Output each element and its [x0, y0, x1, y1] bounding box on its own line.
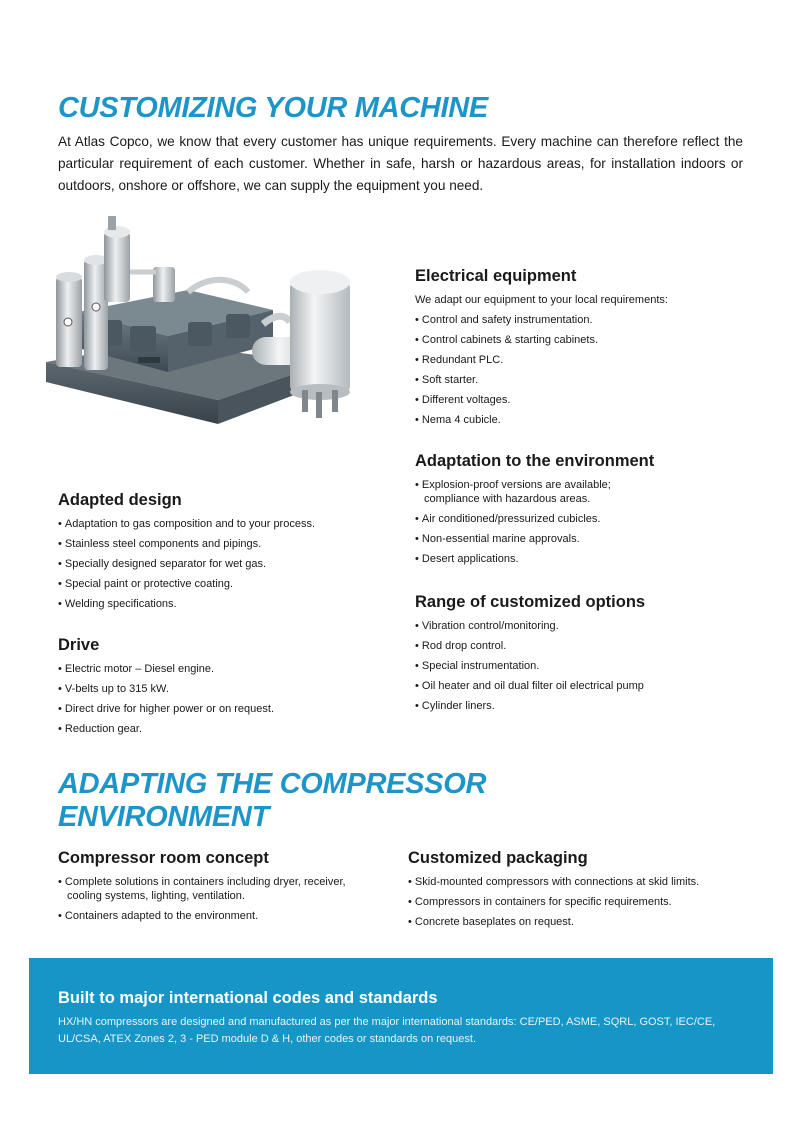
list-item: • Cylinder liners. — [415, 699, 755, 713]
bullet-list — [58, 662, 378, 736]
standards-banner — [29, 958, 773, 1074]
list-item: • Different voltages. — [415, 393, 745, 407]
list-item: • Containers adapted to the environment. — [58, 909, 368, 923]
page-title: CUSTOMIZING YOUR MACHINE — [58, 92, 488, 124]
list-item: • Air conditioned/pressurized cubicles. — [415, 512, 655, 526]
bullet-list — [408, 875, 748, 929]
list-item: • Rod drop control. — [415, 639, 755, 653]
bullet-list — [58, 517, 378, 611]
banner-title: Built to major international codes and standards — [58, 989, 438, 1007]
list-item: • Special paint or protective coating. — [58, 577, 378, 591]
list-item: • Soft starter. — [415, 373, 745, 387]
bullet-list — [415, 619, 755, 713]
list-item: • Compressors in containers for specific requirements. — [408, 895, 748, 909]
drive-section — [58, 635, 378, 742]
list-item: • Welding specifications. — [58, 597, 378, 611]
list-item: • Desert applications. — [415, 552, 655, 566]
section-title: Adapted design — [58, 491, 182, 509]
electrical-section — [415, 266, 745, 433]
bullet-list — [415, 478, 655, 566]
room-concept-section — [58, 848, 368, 929]
packaging-section — [408, 848, 748, 935]
list-item: • Control cabinets & starting cabinets. — [415, 333, 745, 347]
heading-line-2: ENVIRONMENT — [58, 801, 269, 833]
section-heading — [58, 768, 658, 834]
list-item: • Special instrumentation. — [415, 659, 755, 673]
bullet-list — [415, 313, 745, 427]
list-item: • Direct drive for higher power or on request. — [58, 702, 378, 716]
list-item: • Specially designed separator for wet gas. — [58, 557, 378, 571]
section-title: Drive — [58, 636, 100, 654]
list-item: • Stainless steel components and pipings. — [58, 537, 378, 551]
section-title: Adaptation to the environment — [415, 452, 655, 470]
list-item: • Non-essential marine approvals. — [415, 532, 655, 546]
bullet-list — [58, 875, 368, 923]
list-item: • Adaptation to gas composition and to your process. — [58, 517, 378, 531]
list-item: • Explosion-proof versions are available; compliance with hazardous areas. — [415, 478, 655, 506]
list-item: • Vibration control/monitoring. — [415, 619, 755, 633]
section-title: Range of customized options — [415, 593, 646, 611]
environment-section — [415, 451, 655, 572]
list-item: • Skid-mounted compressors with connections at skid limits. — [408, 875, 748, 889]
list-item: • Concrete baseplates on request. — [408, 915, 748, 929]
list-item: • Nema 4 cubicle. — [415, 413, 745, 427]
banner-text: HX/HN compressors are designed and manufactured as per the major international standards: CE/PED, ASME, SQRL, GOST, IEC/CE, UL/CSA, ATEX Zones 2, 3 - PED module D & H, other codes or standards on request. — [58, 1016, 716, 1045]
list-item: • Reduction gear. — [58, 722, 378, 736]
list-item: • Electric motor – Diesel engine. — [58, 662, 378, 676]
intro-paragraph: At Atlas Copco, we know that every customer has unique requirements. Every machine can therefore reflect the particular requirement of each customer. Whether in safe, harsh or hazardous areas, for installation indoors or outdoors, onshore or offshore, we can supply the equipment you need. — [58, 134, 743, 193]
compressor-image — [38, 212, 370, 462]
list-item: • Oil heater and oil dual filter oil electrical pump — [415, 679, 755, 693]
range-section — [415, 592, 755, 719]
adapted-design-section — [58, 490, 378, 617]
heading-line-1: ADAPTING THE COMPRESSOR — [58, 768, 487, 800]
section-title: Electrical equipment — [415, 267, 577, 285]
section-lead: We adapt our equipment to your local requirements: — [415, 294, 668, 306]
list-item: • Redundant PLC. — [415, 353, 745, 367]
list-item: • V-belts up to 315 kW. — [58, 682, 378, 696]
section-title: Compressor room concept — [58, 849, 269, 867]
section-title: Customized packaging — [408, 849, 588, 867]
list-item: • Control and safety instrumentation. — [415, 313, 745, 327]
list-item: • Complete solutions in containers including dryer, receiver, cooling systems, lighting, ventilation. — [58, 875, 368, 903]
